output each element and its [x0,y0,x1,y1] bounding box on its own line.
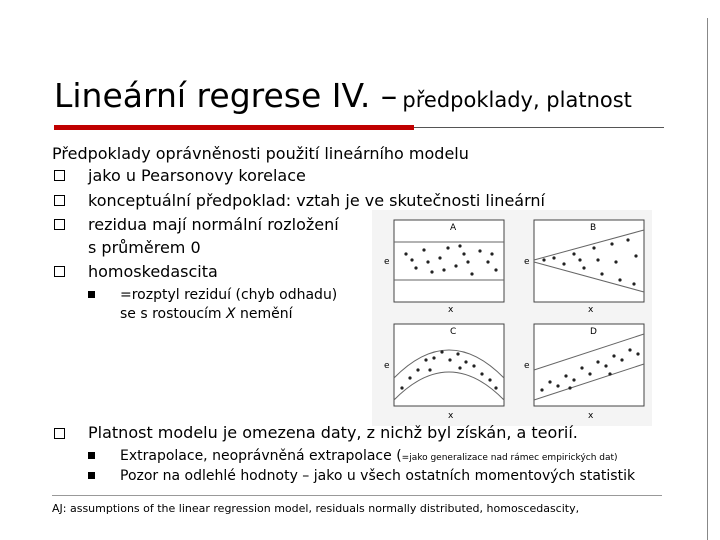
panel-d-x-label: x [588,411,594,421]
panel-b-x-label: x [588,305,594,315]
panel-c-x-label: x [448,411,454,421]
title-sub: předpoklady, platnost [402,88,632,112]
panel-a-x-label: x [448,305,454,315]
outliers-item: Pozor na odlehlé hodnoty – jako u všech ostatních momentových statistik [120,468,636,484]
bullet-box-icon [54,195,65,206]
bullet-homoscedasticity: homoskedascita [88,262,218,281]
bullet-box-icon [54,219,65,230]
title-rule [414,127,664,128]
panel-d-y-label: e [524,361,530,371]
bullet-residuals-mean: s průměrem 0 [88,238,201,257]
panel-a-y-label: e [384,257,390,267]
sub-bullet-variance: =rozptyl reziduí (chyb odhadu) [120,287,338,303]
panel-label-a: A [450,223,457,233]
bullet-pearson: jako u Pearsonovy korelace [88,166,306,185]
panel-b [524,220,644,315]
footer-divider [52,495,662,496]
panel-b-y-label: e [524,257,530,267]
panel-label-d: D [590,327,597,337]
panel-c [384,324,504,421]
panel-d [524,324,644,421]
sub-bullet-square-icon [88,452,95,459]
panel-label-c: C [450,327,457,337]
bullet-box-icon [54,170,65,181]
sub-bullet-square-icon [88,291,95,298]
sub-bullet-square-icon [88,472,95,479]
bullet-residuals: rezidua mají normální rozložení [88,215,339,234]
panel-label-b: B [590,223,597,233]
sub-bullet-variance-cont: se s rostoucím X nemění [120,306,293,322]
extrapolation-item: Extrapolace, neoprávněná extrapolace (=jako generalizace nad rámec empirických dat) [120,448,618,464]
title-main: Lineární regrese IV. – [54,76,398,115]
bullet-box-icon [54,428,65,439]
slide-title [54,76,632,115]
validity-text: Platnost modelu je omezena daty, z nichž byl získán, a teorií. [88,423,578,442]
title-accent-bar [54,125,414,130]
bullet-box-icon [54,266,65,277]
slide-frame-edge [707,18,708,540]
bullet-linear: konceptuální předpoklad: vztah je ve skutečnosti lineární [88,191,545,210]
panel-a [384,220,504,315]
footer-note: AJ: assumptions of the linear regression model, residuals normally distributed, homoscedascity, [52,502,580,515]
intro-text: Předpoklady oprávněnosti použití lineárního modelu [52,144,469,163]
panel-c-y-label: e [384,361,390,371]
residual-plots-figure [372,210,652,426]
